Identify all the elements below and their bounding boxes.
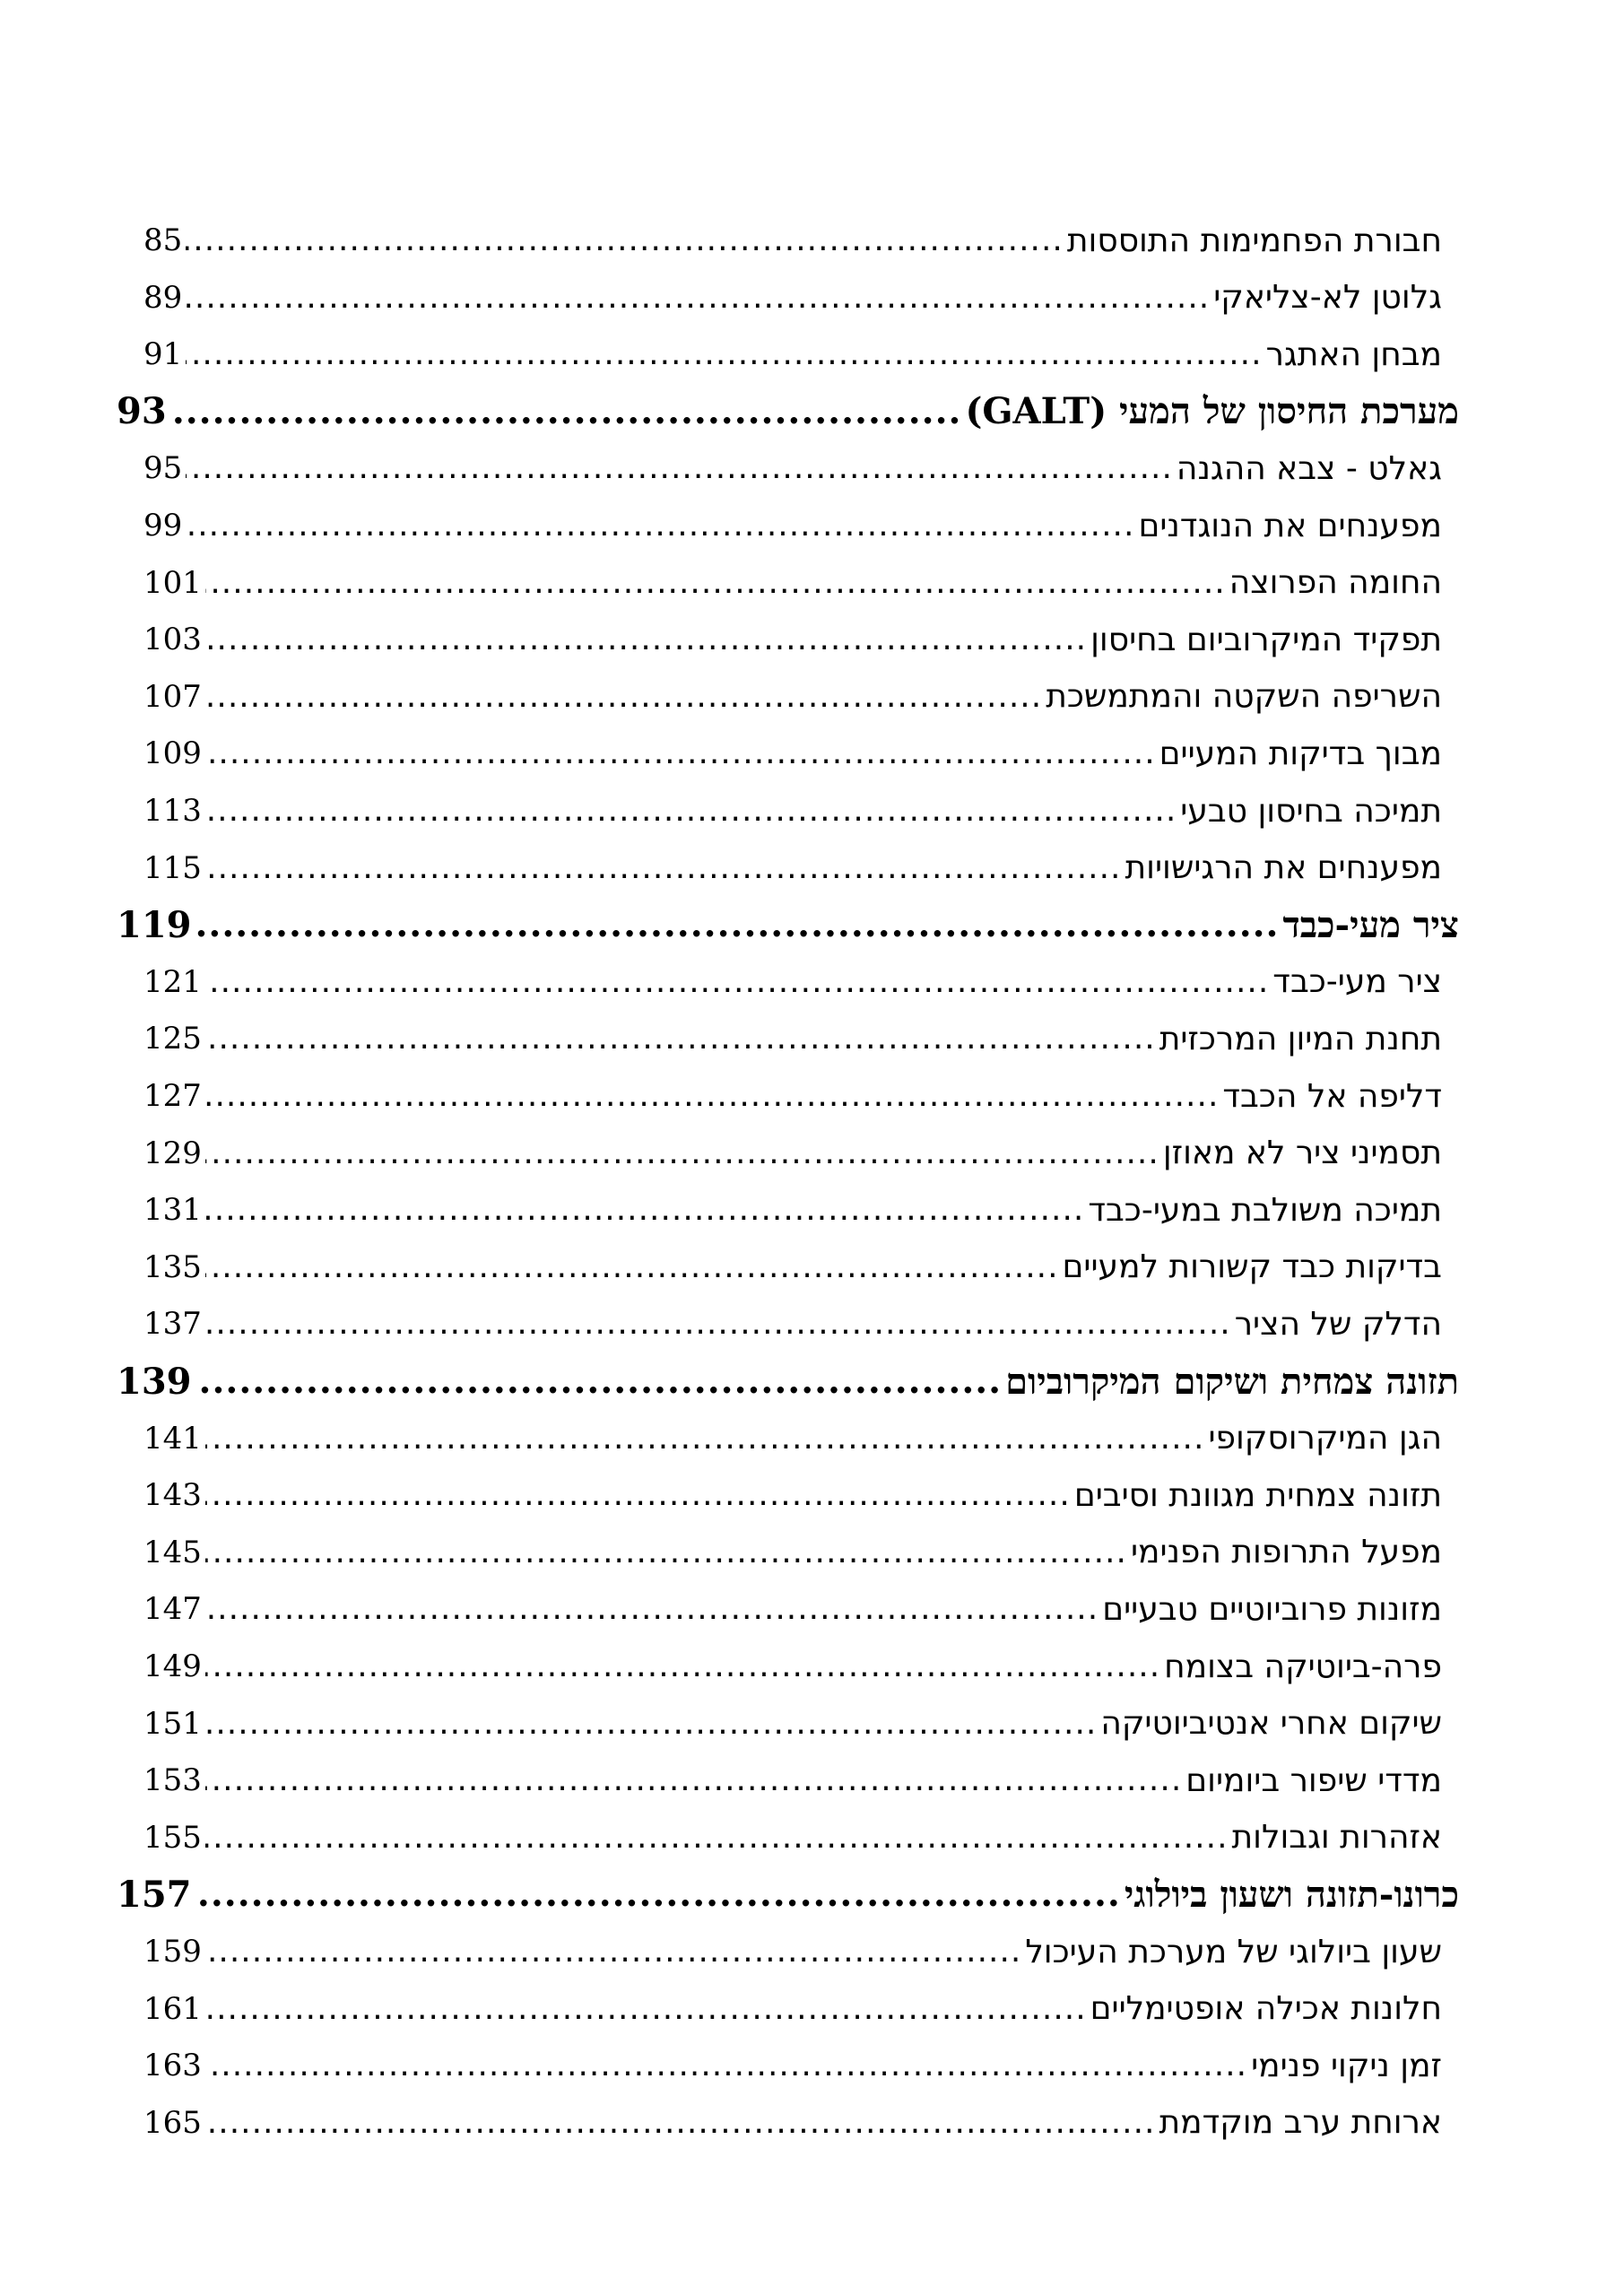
toc-entry-title: תמיכה בחיסון טבעי [1180,792,1442,830]
toc-page-number: 99 [143,508,183,544]
toc-page-number: 115 [143,849,202,886]
dot-leader [205,1479,1071,1511]
toc-section-entry[interactable] [143,326,1442,383]
dot-leader [205,1080,1219,1112]
toc-entry-title: חלונות אכילה אופטימליים [1090,1990,1442,2028]
dot-leader [205,1536,1127,1569]
dot-leader [205,623,1087,656]
dot-leader [205,1650,1160,1683]
toc-entry-title: חבורת הפחמימות התוססות [1066,222,1442,259]
toc-page-number: 127 [143,1078,202,1114]
dot-leader [205,1935,1021,1968]
dot-leader [205,1822,1229,1854]
toc-entry-title: הגן המיקרוסקופי [1208,1420,1442,1457]
toc-entry-title: תסמיני ציר לא מאוזן [1162,1135,1442,1172]
toc-page-number: 163 [143,2048,202,2084]
toc-section-entry[interactable] [143,611,1442,668]
dot-leader [205,737,1156,770]
dot-leader [205,2107,1156,2139]
dot-leader [195,1876,1121,1912]
toc-section-entry[interactable] [143,269,1442,326]
toc-entry-title: גלוטן לא-צליאקי [1213,279,1442,317]
toc-page-number: 153 [143,1762,202,1799]
toc-section-entry[interactable] [143,839,1442,897]
toc-section-entry[interactable] [143,1752,1442,1809]
dot-leader [205,1708,1097,1740]
toc-section-entry[interactable] [143,1295,1442,1352]
toc-page-number: 125 [143,1021,202,1057]
toc-page-number: 119 [117,903,192,946]
toc-page-number: 139 [117,1360,192,1403]
toc-entry-title: ציר מעי-כבד [1272,963,1442,1001]
toc-section-entry[interactable] [143,1410,1442,1467]
toc-entry-title: מפענחים את הרגישויות [1125,849,1442,887]
toc-entry-title: מבוך בדיקות המעיים [1159,735,1442,772]
toc-section-entry[interactable] [143,497,1442,554]
toc-page-number: 101 [143,564,202,601]
toc-page-number: 161 [143,1990,202,2027]
dot-leader [186,338,1262,370]
dot-leader [186,509,1134,542]
dot-leader [195,907,1280,943]
toc-entry-title: כרונו-תזונה ושעון ביולוגי [1124,1873,1459,1916]
toc-section-entry[interactable] [143,1524,1442,1581]
dot-leader [186,224,1064,257]
toc-section-entry[interactable] [143,1809,1442,1866]
dot-leader [205,1194,1084,1226]
toc-section-entry[interactable] [143,1638,1442,1695]
toc-page-number: 155 [143,1819,202,1856]
toc-entry-title: תזונה צמחית ושיקום המיקרוביום [1005,1360,1459,1403]
toc-page-number: 89 [143,279,183,316]
toc-page-number: 93 [117,390,167,433]
dot-leader [205,567,1226,599]
toc-page-number: 113 [143,793,202,829]
toc-page-number: 159 [143,1934,202,1970]
toc-entry-title: הדלק של הציר [1234,1305,1442,1343]
toc-section-entry[interactable] [143,1923,1442,1980]
dot-leader [205,681,1042,713]
toc-page-number: 135 [143,1248,202,1285]
toc-page-number: 137 [143,1306,202,1343]
dot-leader [186,282,1210,314]
toc-page-number: 109 [143,735,202,772]
toc-section-entry[interactable] [143,1239,1442,1296]
toc-chapter-entry[interactable] [117,896,1459,953]
toc-chapter-entry[interactable] [117,1866,1459,1923]
toc-page-number: 143 [143,1477,202,1514]
toc-page-number: 85 [143,222,183,258]
toc-entry-title: מערכת החיסון של המעי (GALT) [965,390,1459,433]
toc-section-entry[interactable] [143,1580,1442,1638]
toc-entry-title: זמן ניקוי פנימי [1251,2047,1442,2084]
dot-leader [205,1422,1205,1455]
toc-entry-title: תמיכה משולבת במעי-כבד [1088,1191,1442,1229]
toc-entry-title: פרה-ביוטיקה בצומח [1164,1648,1442,1685]
toc-section-entry[interactable] [143,1181,1442,1239]
toc-section-entry[interactable] [143,725,1442,782]
toc-section-entry[interactable] [143,212,1442,269]
dot-leader [170,394,962,430]
toc-entry-title: ארוחת ערב מוקדמת [1159,2104,1442,2142]
toc-page-number: 91 [143,336,183,373]
toc-entry-title: תחנת המיון המרכזית [1159,1020,1442,1057]
toc-section-entry[interactable] [143,1010,1442,1067]
toc-page-number: 147 [143,1591,202,1628]
toc-page-number: 129 [143,1135,202,1171]
dot-leader [205,1137,1159,1170]
toc-entry-title: מבחן האתגר [1265,335,1442,373]
dot-leader [195,1363,1003,1399]
toc-page-number: 103 [143,622,202,658]
toc-section-entry[interactable] [143,1125,1442,1182]
toc-page-number: 165 [143,2104,202,2141]
dot-leader [205,1593,1099,1625]
toc-page-number: 131 [143,1192,202,1229]
dot-leader [205,966,1269,998]
toc-section-entry[interactable] [143,953,1442,1011]
dot-leader [205,852,1122,884]
toc-entry-title: מזונות פרוביוטיים טבעיים [1102,1590,1442,1628]
toc-page-number: 141 [143,1420,202,1457]
toc-section-entry[interactable] [143,2094,1442,2152]
toc-entry-title: תפקיד המיקרוביום בחיסון [1090,621,1442,658]
dot-leader [205,795,1177,827]
dot-leader [205,2049,1247,2082]
toc-entry-title: דליפה אל הכבד [1222,1077,1442,1115]
toc-section-entry[interactable] [143,668,1442,726]
toc-chapter-entry[interactable] [117,383,1459,440]
toc-section-entry[interactable] [143,2037,1442,2094]
toc-page-number: 107 [143,678,202,715]
dot-leader [186,452,1173,484]
toc-section-entry[interactable] [143,1695,1442,1752]
toc-section-entry[interactable] [143,782,1442,839]
toc-entry-title: השריפה השקטה והמתמשכת [1046,678,1442,716]
toc-page-number: 145 [143,1534,202,1570]
toc-entry-title: מפעל התרופות הפנימי [1130,1534,1442,1571]
toc-entry-title: החומה הפרוצה [1229,564,1442,602]
toc-entry-title: גאלט - צבא ההגנה [1176,449,1442,487]
toc-entry-title: תזונה צמחית מגוונת וסיבים [1073,1476,1442,1514]
toc-section-entry[interactable] [143,1067,1442,1125]
dot-leader [205,1022,1156,1055]
toc-entry-title: מדדי שיפור ביומיום [1185,1761,1442,1799]
toc-section-entry[interactable] [143,1466,1442,1524]
toc-page-number: 95 [143,450,183,487]
dot-leader [205,1764,1182,1796]
dot-leader [205,1251,1059,1283]
toc-entry-title: אזהרות וגבולות [1231,1819,1442,1857]
toc-entry-title: ציר מעי-כבד [1282,903,1459,946]
toc-page-number: 121 [143,963,202,1000]
dot-leader [205,1308,1231,1340]
toc-page-number: 151 [143,1705,202,1742]
toc-section-entry[interactable] [143,439,1442,497]
toc-section-entry[interactable] [143,1980,1442,2038]
toc-page-number: 157 [117,1873,192,1916]
toc-section-entry[interactable] [143,554,1442,612]
toc-entry-title: מפענחים את הנוגדנים [1138,507,1442,544]
dot-leader [205,1993,1087,2025]
toc-chapter-entry[interactable] [117,1352,1459,1410]
toc-entry-title: בדיקות כבד קשורות למעיים [1062,1248,1442,1286]
toc-page-number: 149 [143,1648,202,1684]
toc-entry-title: שעון ביולוגי של מערכת העיכול [1025,1933,1442,1970]
toc-entry-title: שיקום אחרי אנטיביוטיקה [1100,1705,1442,1743]
